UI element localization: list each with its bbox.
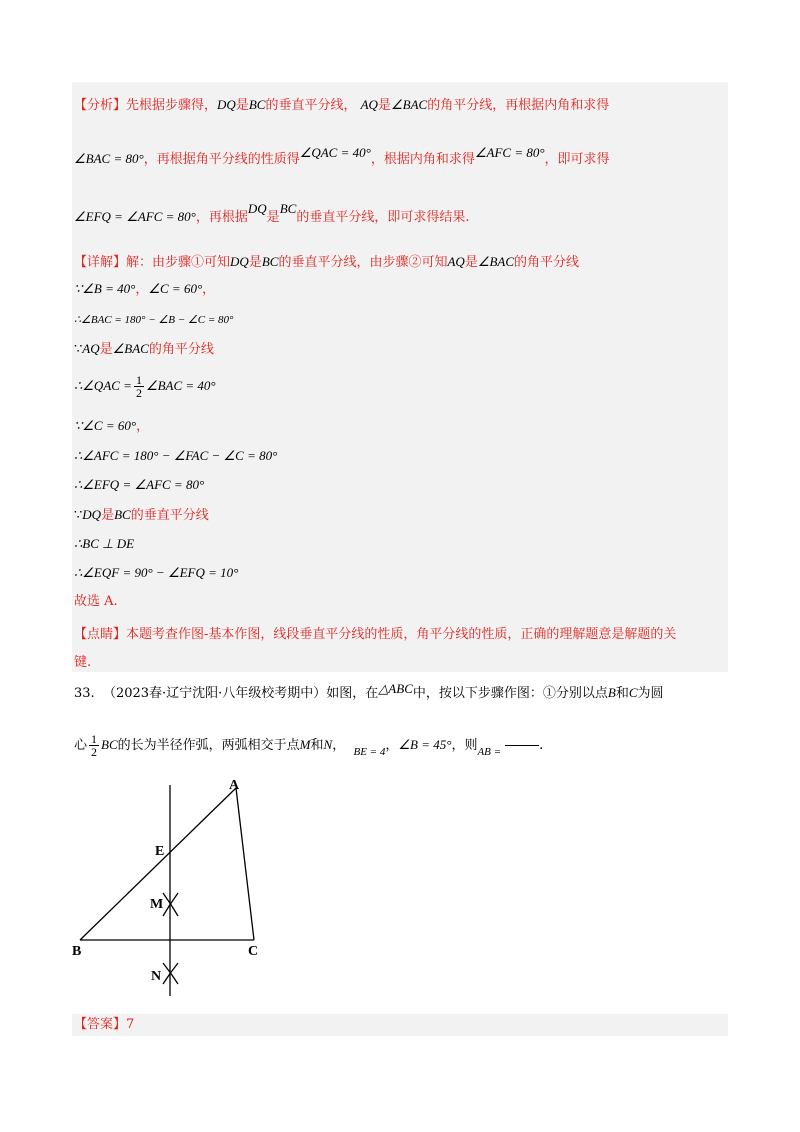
arc-m-1 [163,893,178,916]
label-b: B [72,944,82,959]
arc-m-2 [163,893,178,916]
detail-step-3: ∵AQ是∠BAC的角平分线 [74,341,214,357]
detail-step-4: ∴∠QAC = $\frac{1}{2}$ ∠BAC = 40° [74,373,216,400]
label-c: C [248,944,259,959]
side-ab [80,788,236,940]
fraction-one-half: $\frac{1}{2}$ [135,373,142,400]
detail-tag: 【详解】 [74,255,127,270]
answer-line [74,1016,134,1034]
detail-step-1: ∵∠B = 40°，∠C = 60°， [74,281,216,297]
analysis-tag: 【分析】 [74,98,127,113]
label-n: N [151,969,162,984]
detail-step-2: ∴∠BAC = 180° − ∠B − ∠C = 80° [74,314,234,326]
detail-step-10: ∴∠EQF = 90° − ∠EFQ = 10° [74,565,239,580]
side-ac [236,788,254,940]
question-line-1: 33. （2023春·辽宁沈阳·八年级校考期中）如图，在△ABC中，按以下步骤作图：①分别以点B和C为圆 [74,681,664,701]
question-line-2: 心 $\frac{1}{2}$ BC的长为半径作弧，两弧相交于点M和N， $_{BE = 4}$，∠B = 45°，则$_{AB =}$ . [74,732,544,759]
detail-step-6: ∴∠AFC = 180° − ∠FAC − ∠C = 80° [74,448,278,463]
arc-n-1 [163,963,178,984]
answer-tag: 【答案】 [74,1017,127,1032]
question-number: 33. [74,686,95,701]
detail-step-9: ∴BC ⊥ DE [74,536,135,551]
answer-block-background [72,1014,728,1036]
detail-step-7: ∴∠EFQ = ∠AFC = 80° [74,477,205,492]
comment-tag: 【点睛】 [74,627,127,642]
label-m: M [150,897,164,912]
arc-n-2 [163,963,178,984]
detail-step-5: ∵∠C = 60°， [74,418,150,434]
answer-blank [505,745,539,746]
detail-line-1: 【详解】解：由步骤①可知DQ是BC的垂直平分线，由步骤②可知AQ是∠BAC的角平分线 [74,254,580,270]
label-a: A [229,778,240,793]
label-e: E [155,844,165,859]
comment-line-1: 【点睛】本题考查作图-基本作图，线段垂直平分线的性质，角平分线的性质，正确的理解题意是解题的关 [74,627,677,642]
analysis-line-3: ∠EFQ = ∠AFC = 80°，再根据DQ是BC的垂直平分线，即可求得结果. [74,201,470,225]
detail-step-8: ∵DQ是BC的垂直平分线 [74,507,209,523]
analysis-line-2: ∠BAC = 80°，再根据角平分线的性质得∠QAC = 40°，根据内角和求得∠AFC = 80°，即可求得 [74,145,610,167]
answer-value: 7 [126,1017,135,1032]
comment-line-2: 键. [74,655,92,670]
detail-choice: 故选 A. [74,594,118,609]
analysis-line-1: 【分析】先根据步骤得，DQ是BC的垂直平分线， AQ是∠BAC的角平分线，再根据内角和求得 [74,97,610,113]
fraction-one-half-q: $\frac{1}{2}$ [91,732,98,759]
